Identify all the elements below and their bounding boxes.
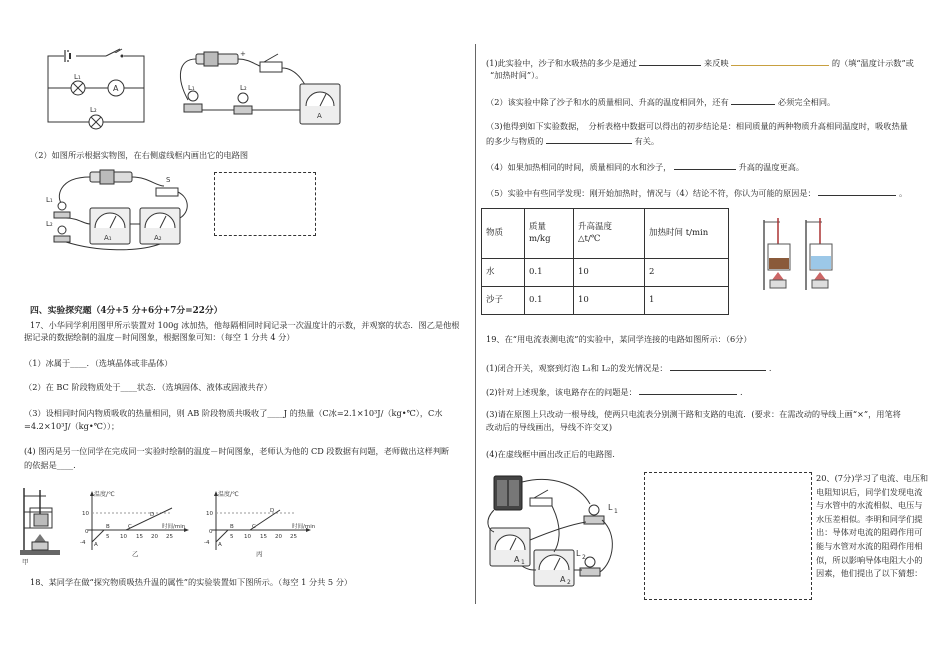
bing-point-a: A	[218, 542, 222, 548]
table-header-row	[482, 209, 729, 259]
r4-text-b: 升高的温度更高。	[738, 162, 805, 172]
r3-blank[interactable]	[546, 134, 632, 144]
yi-tick-10: 10	[82, 511, 89, 517]
data-table	[481, 208, 729, 315]
label-yi: 乙	[132, 550, 139, 558]
q19-3-line1: (3)请在原图上只改动一根导线，使两只电流表分别测干路和支路的电流．(要求：在需改动的导线上画“×”，用笔将	[486, 409, 901, 419]
bing-point-c: C	[252, 524, 256, 530]
table-cell: 沙子	[482, 287, 525, 315]
circuit-diagram-figure	[40, 44, 152, 130]
q19-4-line: (4)在虚线框中画出改正后的电路图.	[486, 449, 615, 459]
r4-line	[486, 160, 804, 173]
temperature-time-graph-bing	[204, 488, 326, 558]
q18-intro: 18、某同学在做“探究物质吸热升温的属性”的实验装置如下图所示。（每空 1 分共 5 分）	[30, 577, 353, 587]
q19-3-line2: 改动后的导线画出，导线不许交叉)	[486, 422, 613, 432]
q19-1-blank[interactable]	[670, 361, 766, 371]
q19-1-end: .	[768, 363, 772, 373]
r1-line2: “加热时间”）。	[490, 70, 544, 80]
q19-2-end: .	[740, 387, 743, 397]
ammeter-circuit-figure	[484, 470, 634, 594]
table-header-cell: 升高温度 △t/℃	[574, 209, 645, 259]
q17-1: （1）冰属于____．（选填晶体或非晶体）	[24, 358, 173, 368]
fig3-l1-sub: 1	[614, 508, 618, 515]
r1-text-b: 来反映	[704, 58, 729, 68]
table-header-cell: 质量 m/kg	[525, 209, 574, 259]
q17-2: （2）在 BC 阶段物质处于____状态．（选填固体、液体或固液共存）	[24, 382, 272, 392]
q17-line2: 据记录的数据绘制的温度－时间图象，根据图象可知：（每空 1 分共 4 分）	[24, 332, 295, 342]
r4-blank[interactable]	[674, 160, 736, 170]
r3-line1: （3)他得到如下实验数据， 分析表格中数据可以得出的初步结论是：相同质量的两种物质升高相同温度时，吸收热量	[486, 121, 908, 131]
apparatus-l2-label: L₂	[240, 84, 247, 92]
bing-point-b: B	[230, 524, 234, 530]
r5-blank[interactable]	[818, 186, 896, 196]
yi-tick-20: 20	[151, 534, 158, 540]
table-cell: 10	[574, 287, 645, 315]
r5-text-b: 。	[898, 188, 908, 198]
bing-tick-5: 5	[230, 534, 234, 540]
apparatus-l1-label: L₁	[188, 84, 195, 92]
q20-line: 与水管中的水流相似、电压与	[816, 500, 923, 511]
r1-blank-2[interactable]	[731, 56, 829, 66]
sand-water-heating-figure	[756, 214, 842, 298]
r1-line1	[486, 56, 914, 69]
switch-s-label: S	[166, 176, 171, 184]
r2-line	[486, 95, 835, 108]
q2-answer-box[interactable]	[214, 172, 316, 236]
r2-text-b: 必须完全相同。	[777, 97, 836, 107]
yi-x-label: 时间/min	[162, 524, 186, 530]
table-cell: 0.1	[525, 287, 574, 315]
yi-point-c: C	[128, 524, 132, 530]
bing-y-label: 温度/℃	[218, 491, 239, 498]
yi-y-label: 温度/℃	[94, 491, 115, 498]
r1-text-c: 的（填“温度计示数”或	[831, 58, 914, 68]
heating-apparatus-jia	[18, 484, 68, 566]
q20-line: 似，所以影响导体电阻大小的	[816, 554, 923, 565]
r5-line	[486, 186, 907, 199]
bing-tick-0: 0	[209, 529, 213, 535]
svg-text:+: +	[240, 50, 246, 58]
fig3-a2-sub: 2	[567, 579, 571, 586]
q20-line: 因素，他们提出了以下猜想：	[816, 568, 923, 579]
bing-tick-10: 10	[206, 511, 213, 517]
q17-4b: 的依据是____.	[24, 460, 76, 470]
q19-1-text: (1)闭合开关，观察到灯泡 L₁和 L₂的发光情况是：	[486, 363, 668, 373]
fig3-l2-label: L	[576, 549, 581, 558]
table-row	[482, 287, 729, 315]
r3-text-c: 有关。	[634, 136, 660, 146]
r3-line2	[486, 134, 659, 147]
table-header-cell: 物质	[482, 209, 525, 259]
r1-blank-1[interactable]	[639, 56, 701, 66]
yi-tick-25: 25	[166, 534, 173, 540]
fig2-l1-label: L₁	[46, 196, 53, 204]
fig3-a1-sub: 1	[521, 559, 525, 566]
table-header-cell: 加热时间 t/min	[645, 209, 729, 259]
label-jia: 甲	[22, 558, 29, 566]
bing-tick-neg4: -4	[204, 540, 210, 546]
section-title: 四、实验探究题（4分+5 分+6分+7分=22分）	[30, 306, 223, 316]
yi-point-d: D	[150, 512, 155, 518]
circuit-apparatus-figure	[168, 48, 368, 130]
q20-text-block	[816, 472, 934, 581]
yi-tick-5: 5	[106, 534, 110, 540]
yi-point-b: B	[106, 524, 110, 530]
bing-x-label: 时间/min	[292, 524, 316, 530]
fig3-l2-sub: 2	[582, 554, 586, 561]
table-cell: 0.1	[525, 259, 574, 287]
yi-tick-neg4: -4	[80, 540, 86, 546]
table-row	[482, 259, 729, 287]
r2-text-a: （2）该实验中除了沙子和水的质量相同、升高的温度相同外，还有	[486, 97, 729, 107]
q19-2-text: (2)针对上述现象，该电路存在的问题是：	[486, 387, 637, 397]
r4-text-a: （4）如果加热相同的时间，质量相同的水和沙子，	[486, 162, 672, 172]
label-bing: 丙	[256, 550, 263, 558]
q17-line1: 17、小华同学利用图甲所示装置对 100g 冰加热，他每隔相同时间记录一次温度计的示数，并观察的状态．图乙是他根	[30, 320, 460, 330]
q17-3a: （3）设相同时间内物质吸收的热量相同，则 AB 阶段物质共吸收了____J 的热量（C冰=2.1×10³J/（kg•℃），C水	[24, 408, 443, 418]
ammeter-label: A	[113, 84, 119, 93]
q20-line: 出：导体对电流的阻碍作用可	[816, 527, 923, 538]
fig2-a1-label: A₁	[104, 234, 112, 242]
bing-tick-15: 15	[260, 534, 267, 540]
yi-tick-0: 0	[85, 529, 89, 535]
q20-line: 20、(7分)学习了电流、电压和	[816, 473, 929, 483]
table-cell: 2	[645, 259, 729, 287]
q20-line: 电阻知识后，同学们发现电流	[816, 486, 923, 497]
yi-tick-10x: 10	[120, 534, 127, 540]
bing-tick-10x: 10	[244, 534, 251, 540]
bing-tick-25: 25	[290, 534, 297, 540]
q19-2-line	[486, 385, 743, 398]
q19-1-line	[486, 361, 771, 374]
column-divider	[475, 44, 476, 604]
q2-circuit-instruction: （2）如图所示根据实物图，在右侧虚线框内画出它的电路图	[30, 150, 249, 160]
q19-intro: 19、在“用电流表测电流”的实验中，某同学连接的电路如图所示：（6分）	[486, 334, 752, 344]
parallel-circuit-figure	[38, 168, 198, 254]
lamp-l2-label: L₂	[90, 106, 97, 114]
lamp-l1-label: L₁	[74, 73, 81, 81]
r2-blank[interactable]	[731, 95, 775, 105]
q20-line: 能与水管对水流的阻碍作用相	[816, 540, 923, 551]
fig3-a1-label: A	[514, 555, 520, 564]
table-cell: 水	[482, 259, 525, 287]
q20-line: 水压差相似。李明和同学们提	[816, 513, 923, 524]
fig3-l1-label: L	[608, 503, 613, 512]
q17-3b: =4.2×10³J/（kg•℃））；	[24, 421, 120, 431]
apparatus-ammeter-label: A	[317, 112, 322, 120]
table-cell: 10	[574, 259, 645, 287]
q17-4a: (4) 图丙是另一位同学在完成同一实验时绘制的温度－时间图象，老师认为他的 CD 段数据有问题，老师做出这样判断	[24, 446, 450, 456]
bing-tick-20: 20	[275, 534, 282, 540]
r3-text-b: 的多少与物质的	[486, 136, 544, 146]
yi-point-a: A	[94, 542, 98, 548]
r1-text-a: (1)此实验中，沙子和水吸热的多少是通过	[486, 58, 637, 68]
yi-tick-15: 15	[136, 534, 143, 540]
fig3-a2-label: A	[560, 575, 566, 584]
r5-text-a: （5）实验中有些同学发现：刚开始加热时，情况与（4）结论不符，你认为可能的原因是：	[486, 188, 816, 198]
temperature-time-graph-yi	[80, 488, 192, 558]
q19-answer-box[interactable]	[644, 472, 812, 600]
fig2-a2-label: A₂	[154, 234, 162, 242]
fig2-l2-label: L₂	[46, 220, 53, 228]
q19-2-blank[interactable]	[639, 385, 737, 395]
bing-point-d: D	[270, 508, 275, 514]
table-cell: 1	[645, 287, 729, 315]
